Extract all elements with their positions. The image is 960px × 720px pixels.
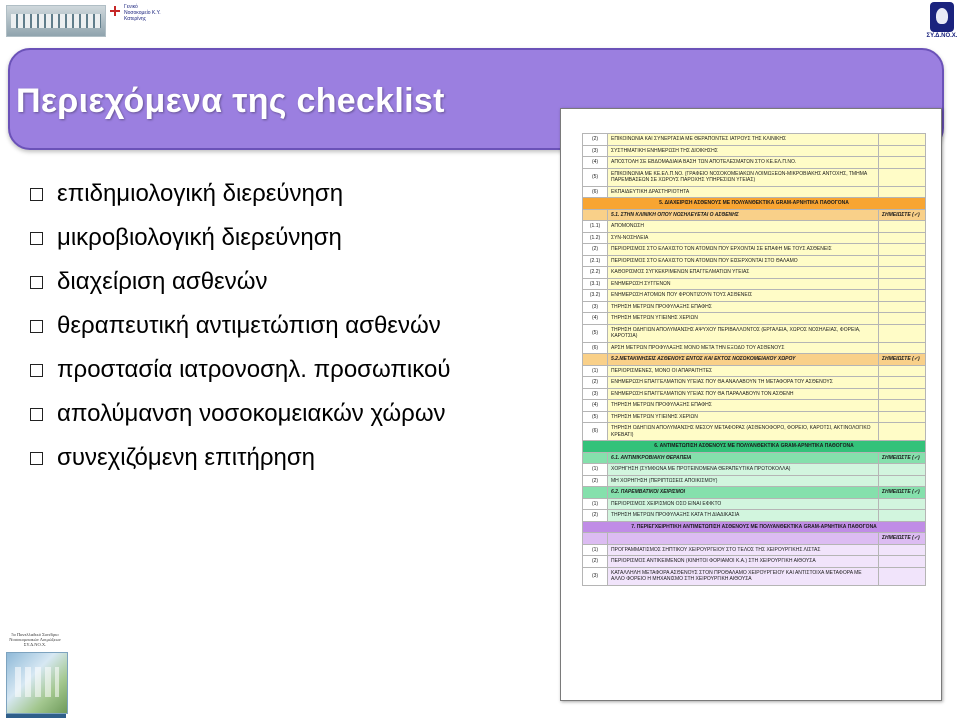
checklist-row-text: ΑΡΣΗ ΜΕΤΡΩΝ ΠΡΟΦΥΛΑΞΗΣ ΜΟΝΟ ΜΕΤΑ ΤΗΝ ΕΞΟΔΟ ΤΟΥ ΑΣΘΕΝΟΥΣ — [608, 342, 879, 354]
checklist-row-text: ΠΕΡΙΟΡΙΣΜΟΣ ΑΝΤΙΚΕΙΜΕΝΩΝ (ΚΙΝΗΤΟΙ ΦΟΡΙΑΜΟΙ Κ.Α.) ΣΤΗ ΧΕΙΡΟΥΡΓΙΚΗ ΑΙΘΟΥΣΑ — [608, 556, 879, 568]
checklist-row-text: ΠΕΡΙΟΡΙΣΜΕΝΕΣ, ΜΟΝΟ ΟΙ ΑΠΑΡΑΙΤΗΤΕΣ — [608, 365, 879, 377]
checklist-row-id: (3) — [583, 145, 608, 157]
checklist-check-cell — [879, 388, 926, 400]
checklist-row-text: ΠΡΟΓΡΑΜΜΑΤΙΣΜΟΣ ΣΗΠΤΙΚΟΥ ΧΕΙΡΟΥΡΓΕΙΟΥ ΣΤΟ ΤΕΛΟΣ ΤΗΣ ΧΕΙΡΟΥΡΓΙΚΗΣ ΛΙΣΤΑΣ — [608, 544, 879, 556]
checklist-check-cell — [879, 168, 926, 186]
bullet-item — [30, 172, 450, 216]
checklist-check-cell — [879, 411, 926, 423]
checklist-table — [582, 133, 926, 586]
checklist-row — [583, 475, 926, 487]
checklist-row — [583, 145, 926, 157]
checklist-row-text: 6.1. ΑΝΤΙΜΙΚΡΟΒΙΑΚΗ ΘΕΡΑΠΕΙΑ — [608, 452, 879, 464]
checklist-check-cell: ΣΗΜΕΙΩΣΤΕ (✓) — [879, 487, 926, 499]
checklist-row-id: (1) — [583, 544, 608, 556]
checklist-row-text: ΕΝΗΜΕΡΩΣΗ ΕΠΑΓΓΕΛΜΑΤΙΩΝ ΥΓΕΙΑΣ ΠΟΥ ΘΑ ΠΑΡΑΛΑΒΟΥΝ ΤΟΝ ΑΣΘΕΝΗ — [608, 388, 879, 400]
checklist-row-id: (1.2) — [583, 232, 608, 244]
bullet-text: θεραπευτική αντιμετώπιση ασθενών — [57, 312, 441, 339]
red-cross-icon — [110, 6, 120, 16]
checklist-row-id: (2.2) — [583, 267, 608, 279]
checklist-row-text: ΚΑΤΑΛΛΗΛΗ ΜΕΤΑΦΟΡΑ ΑΣΘΕΝΟΥΣ ΣΤΟΝ ΠΡΟΘΑΛΑΜΟ ΧΕΙΡΟΥΡΓΕΙΟΥ ΚΑΙ ΑΝΤΙΣΤΟΙΧΑ ΜΕΤΑΦΟΡΑ ΜΕ ΑΛΛΟ ΦΟΡΕΙΟ Η ΜΗΧΑΝΙΣΜΟ ΣΤΗ ΧΕΙΡΟΥΡΓΙΚΗ ΑΙΘΟΥΣΑ — [608, 567, 879, 585]
checklist-check-cell — [879, 567, 926, 585]
conference-collage-image — [6, 652, 68, 714]
checklist-row-text: ΤΗΡΗΣΗ ΟΔΗΓΙΩΝ ΑΠΟΛΥΜΑΝΣΗΣ ΜΕΣΟΥ ΜΕΤΑΦΟΡΑΣ (ΑΣΘΕΝΟΦΟΡΟ, ΦΟΡΕΙΟ, ΚΑΡΟΤΣΙ, ΑΚΤΙΝΟΛΟΓΙΚΟ ΚΡΕΒΑΤΙ) — [608, 423, 879, 441]
checklist-row — [583, 544, 926, 556]
sydnox-logo — [928, 2, 956, 44]
checklist-row-id: (3.2) — [583, 290, 608, 302]
checklist-row-id: (3) — [583, 301, 608, 313]
checklist-check-cell: ΣΗΜΕΙΩΣΤΕ (✓) — [879, 452, 926, 464]
checklist-check-cell: ΣΗΜΕΙΩΣΤΕ (✓) — [879, 209, 926, 221]
checklist-check-cell — [879, 186, 926, 198]
sydnox-logo-label: ΣΥ.Δ.ΝΟ.Χ. — [926, 33, 958, 39]
checklist-row — [583, 388, 926, 400]
checklist-row-text: ΑΠΟΜΟΝΩΣΗ — [608, 221, 879, 233]
checklist-row-id: (1.1) — [583, 221, 608, 233]
checklist-row-text: ΕΠΙΚΟΙΝΩΝΙΑ ΚΑΙ ΣΥΝΕΡΓΑΣΙΑ ΜΕ ΘΕΡΑΠΟΝΤΕΣ ΙΑΤΡΟΥΣ ΤΗΣ ΚΛΙΝΙΚΗΣ — [608, 134, 879, 146]
checklist-check-cell — [879, 134, 926, 146]
checklist-row — [583, 354, 926, 366]
sydnox-emblem-icon — [930, 2, 954, 32]
checklist-check-cell — [879, 313, 926, 325]
checklist-section-title: 7. ΠΕΡΙΕΓΧΕΙΡΗΤΙΚΗ ΑΝΤΙΜΕΤΩΠΙΣΗ ΑΣΘΕΝΟΥΣ ΜΕ ΠΟΛΥΑΝΘΕΚΤΙΚΑ GRAM-ΑΡΝΗΤΙΚΑ ΠΑΘΟΓΟΝΑ — [583, 521, 926, 533]
checklist-row-id: (3.1) — [583, 278, 608, 290]
checklist-row-id: (2) — [583, 134, 608, 146]
checklist-row — [583, 487, 926, 499]
checklist-check-cell — [879, 221, 926, 233]
checklist-row-text: 5.1. ΣΤΗΝ ΚΛΙΝΙΚΗ ΟΠΟΥ ΝΟΣΗΛΕΥΕΤΑΙ Ο ΑΣΘΕΝΗΣ — [608, 209, 879, 221]
checklist-row-text: ΤΗΡΗΣΗ ΟΔΗΓΙΩΝ ΑΠΟΛΥΜΑΝΣΗΣ ΑΨΥΧΟΥ ΠΕΡΙΒΑΛΛΟΝΤΟΣ (ΕΡΓΑΛΕΙΑ, ΧΩΡΟΣ ΝΟΣΗΛΕΙΑΣ, ΦΟΡΕΙΑ, ΚΑΡΟΤΣΙΑ) — [608, 324, 879, 342]
checklist-row — [583, 186, 926, 198]
checklist-row-id: (3) — [583, 567, 608, 585]
checklist-row — [583, 452, 926, 464]
bullet-text: απολύμανση νοσοκομειακών χώρων — [57, 400, 446, 427]
checklist-check-cell — [879, 267, 926, 279]
checklist-row-text: ΤΗΡΗΣΗ ΜΕΤΡΩΝ ΥΓΙΕΙΝΗΣ ΧΕΡΙΩΝ — [608, 411, 879, 423]
checklist-row — [583, 157, 926, 169]
bullet-text: προστασία ιατρονοσηλ. προσωπικού — [57, 356, 451, 383]
checklist-row-id — [583, 354, 608, 366]
checklist-row-id — [583, 452, 608, 464]
checklist-check-cell — [879, 301, 926, 313]
checklist-row — [583, 400, 926, 412]
checkbox-bullet-icon — [30, 320, 43, 333]
checklist-check-cell — [879, 232, 926, 244]
hospital-building-image — [6, 5, 106, 37]
checklist-row — [583, 168, 926, 186]
checklist-row-id — [583, 487, 608, 499]
checklist-row-text: ΤΗΡΗΣΗ ΜΕΤΡΩΝ ΠΡΟΦΥΛΑΞΗΣ ΚΑΤΑ ΤΗ ΔΙΑΔΙΚΑΣΙΑ — [608, 510, 879, 522]
checklist-row-text: ΕΝΗΜΕΡΩΣΗ ΣΥΓΓΕΝΩΝ — [608, 278, 879, 290]
bullet-item — [30, 348, 450, 392]
checklist-row — [583, 278, 926, 290]
checkbox-bullet-icon — [30, 364, 43, 377]
checklist-row-text: ΧΟΡΗΓΗΣΗ (ΣΥΜΦΩΝΑ ΜΕ ΠΡΟΤΕΙΝΟΜΕΝΑ ΘΕΡΑΠΕΥΤΙΚΑ ΠΡΩΤΟΚΟΛΛΑ) — [608, 464, 879, 476]
checklist-row-text: ΠΕΡΙΟΡΙΣΜΟΣ ΣΤΟ ΕΛΑΧΙΣΤΟ ΤΩΝ ΑΤΟΜΩΝ ΠΟΥ ΕΡΧΟΝΤΑΙ ΣΕ ΕΠΑΦΗ ΜΕ ΤΟΥΣ ΑΣΘΕΝΕΙΣ — [608, 244, 879, 256]
checklist-row-id — [583, 209, 608, 221]
checklist-row-id: (1) — [583, 498, 608, 510]
checklist-row-text: ΕΝΗΜΕΡΩΣΗ ΕΠΑΓΓΕΛΜΑΤΙΩΝ ΥΓΕΙΑΣ ΠΟΥ ΘΑ ΑΝΑΛΑΒΟΥΝ ΤΗ ΜΕΤΑΦΟΡΑ ΤΟΥ ΑΣΘΕΝΟΥΣ — [608, 377, 879, 389]
checklist-check-cell — [879, 544, 926, 556]
checklist-row — [583, 464, 926, 476]
conference-logo-bar — [6, 714, 66, 718]
bullet-item — [30, 216, 450, 260]
checklist-section-title: 6. ΑΝΤΙΜΕΤΩΠΙΣΗ ΑΣΘΕΝΟΥΣ ΜΕ ΠΟΛΥΑΝΘΕΚΤΙΚΑ GRAM-ΑΡΝΗΤΙΚΑ ΠΑΘΟΓΟΝΑ — [583, 441, 926, 453]
checklist-row-text: ΣΥΝ-ΝΟΣΗΛΕΙΑ — [608, 232, 879, 244]
checklist-row-text: ΜΗ ΧΟΡΗΓΗΣΗ (ΠΕΡΙΠΤΩΣΕΙΣ ΑΠΟΙΚΙΣΜΟΥ) — [608, 475, 879, 487]
hospital-logo-text: Γενικό Νοσοκομείο Κ.Υ. Κατερίνης — [124, 4, 161, 22]
checklist-row — [583, 301, 926, 313]
checklist-check-cell: ΣΗΜΕΙΩΣΤΕ (✓) — [879, 533, 926, 545]
checklist-row — [583, 411, 926, 423]
checklist-check-cell — [879, 145, 926, 157]
checklist-row — [583, 198, 926, 210]
bullet-text: μικροβιολογική διερεύνηση — [57, 224, 342, 251]
checklist-row-id: (6) — [583, 342, 608, 354]
checklist-row-text: ΠΕΡΙΟΡΙΣΜΟΣ ΧΕΙΡΙΣΜΩΝ ΟΣΟ ΕΙΝΑΙ ΕΦΙΚΤΟ — [608, 498, 879, 510]
checklist-row-text: ΣΥΣΤΗΜΑΤΙΚΗ ΕΝΗΜΕΡΩΣΗ ΤΗΣ ΔΙΟΙΚΗΣΗΣ — [608, 145, 879, 157]
checklist-row — [583, 244, 926, 256]
checklist-check-cell — [879, 255, 926, 267]
checklist-row-id: (5) — [583, 168, 608, 186]
conference-logo-text: 5ο Πανελλαδικό Συνέδριο Νοσοκομειακών Λοιμώξεων ΣΥ.Δ.ΝΟ.Χ. — [9, 632, 61, 647]
checklist-row-id: (2) — [583, 244, 608, 256]
checklist-row-text: ΕΝΗΜΕΡΩΣΗ ΑΤΟΜΩΝ ΠΟΥ ΦΡΟΝΤΙΖΟΥΝ ΤΟΥΣ ΑΣΘΕΝΕΙΣ — [608, 290, 879, 302]
checklist-check-cell: ΣΗΜΕΙΩΣΤΕ (✓) — [879, 354, 926, 366]
checklist-row-id: (6) — [583, 186, 608, 198]
checklist-row-id: (2) — [583, 377, 608, 389]
checklist-document — [560, 108, 942, 701]
checklist-row — [583, 441, 926, 453]
checklist-check-cell — [879, 244, 926, 256]
checklist-row — [583, 521, 926, 533]
checklist-check-cell — [879, 423, 926, 441]
checklist-row-text: 6.2. ΠΑΡΕΜΒΑΤΙΚΟΙ ΧΕΙΡΙΣΜΟΙ — [608, 487, 879, 499]
checklist-row-id: (3) — [583, 388, 608, 400]
checkbox-bullet-icon — [30, 188, 43, 201]
bullet-item — [30, 436, 450, 480]
checklist-check-cell — [879, 324, 926, 342]
checklist-row-id: (2) — [583, 510, 608, 522]
checklist-check-cell — [879, 365, 926, 377]
checklist-check-cell — [879, 475, 926, 487]
checklist-row — [583, 533, 926, 545]
checklist-row-id: (5) — [583, 411, 608, 423]
checkbox-bullet-icon — [30, 408, 43, 421]
checklist-row — [583, 134, 926, 146]
checklist-check-cell — [879, 400, 926, 412]
checkbox-bullet-icon — [30, 276, 43, 289]
checklist-row — [583, 313, 926, 325]
checklist-row — [583, 423, 926, 441]
bullet-item — [30, 260, 450, 304]
checklist-row — [583, 498, 926, 510]
checklist-check-cell — [879, 510, 926, 522]
bullet-text: επιδημιολογική διερεύνηση — [57, 180, 344, 207]
checklist-row — [583, 365, 926, 377]
checklist-row-text — [608, 533, 879, 545]
bullet-text: συνεχιζόμενη επιτήρηση — [57, 444, 316, 471]
checklist-row-id: (5) — [583, 324, 608, 342]
checklist-check-cell — [879, 377, 926, 389]
checklist-check-cell — [879, 556, 926, 568]
checklist-row — [583, 255, 926, 267]
checklist-row-id: (4) — [583, 400, 608, 412]
checklist-row — [583, 221, 926, 233]
checklist-row — [583, 377, 926, 389]
checkbox-bullet-icon — [30, 452, 43, 465]
hospital-logo — [6, 2, 166, 40]
checklist-row-id: (2) — [583, 475, 608, 487]
checklist-row-id: (4) — [583, 313, 608, 325]
checklist-check-cell — [879, 290, 926, 302]
checklist-row — [583, 232, 926, 244]
checklist-row-id: (6) — [583, 423, 608, 441]
checklist-row-id: (1) — [583, 365, 608, 377]
checklist-check-cell — [879, 498, 926, 510]
checklist-row — [583, 324, 926, 342]
checklist-row-text: ΠΕΡΙΟΡΙΣΜΟΣ ΣΤΟ ΕΛΑΧΙΣΤΟ ΤΩΝ ΑΤΟΜΩΝ ΠΟΥ ΕΙΣΕΡΧΟΝΤΑΙ ΣΤΟ ΘΑΛΑΜΟ — [608, 255, 879, 267]
checklist-check-cell — [879, 157, 926, 169]
checklist-row — [583, 342, 926, 354]
bullet-item — [30, 392, 450, 436]
checklist-check-cell — [879, 278, 926, 290]
bullet-text: διαχείριση ασθενών — [57, 268, 268, 295]
conference-logo — [0, 632, 72, 720]
checklist-row-text: ΕΠΙΚΟΙΝΩΝΙΑ ΜΕ ΚΕ.ΕΛ.Π.ΝΟ. (ΓΡΑΦΕΙΟ ΝΟΣΟΚΟΜΕΙΑΚΩΝ ΛΟΙΜΩΞΕΩΝ-ΜΙΚΡΟΒΙΑΚΗΣ ΑΝΤΟΧΗΣ, ΤΜΗΜΑ ΠΑΡΕΜΒΑΣΕΩΝ ΣΕ ΧΩΡΟΥΣ ΠΑΡΟΧΗΣ ΥΠΗΡΕΣΙΩΝ ΥΓΕΙΑΣ) — [608, 168, 879, 186]
checklist-row-text: ΤΗΡΗΣΗ ΜΕΤΡΩΝ ΠΡΟΦΥΛΑΞΗΣ ΕΠΑΦΗΣ — [608, 301, 879, 313]
checklist-check-cell — [879, 464, 926, 476]
checklist-row — [583, 556, 926, 568]
checkbox-bullet-icon — [30, 232, 43, 245]
checklist-row-id: (2) — [583, 556, 608, 568]
checklist-row-text: ΤΗΡΗΣΗ ΜΕΤΡΩΝ ΠΡΟΦΥΛΑΞΗΣ ΕΠΑΦΗΣ — [608, 400, 879, 412]
bullet-item — [30, 304, 450, 348]
checklist-row-id: (2.1) — [583, 255, 608, 267]
checklist-row-text: ΤΗΡΗΣΗ ΜΕΤΡΩΝ ΥΓΙΕΙΝΗΣ ΧΕΡΙΩΝ — [608, 313, 879, 325]
checklist-row-id: (4) — [583, 157, 608, 169]
checklist-row — [583, 567, 926, 585]
contents-bullet-list — [30, 172, 450, 480]
checklist-row — [583, 290, 926, 302]
slide-title: Περιεχόμενα της checklist — [16, 82, 445, 120]
checklist-row-id — [583, 533, 608, 545]
checklist-row — [583, 209, 926, 221]
checklist-row-id: (1) — [583, 464, 608, 476]
checklist-check-cell — [879, 342, 926, 354]
checklist-row-text: 5.2.ΜΕΤΑΚΙΝΗΣΕΙΣ ΑΣΘΕΝΟΥΣ ΕΝΤΟΣ ΚΑΙ ΕΚΤΟΣ ΝΟΣΟΚΟΜΕΙΑΚΟΥ ΧΩΡΟΥ — [608, 354, 879, 366]
checklist-row — [583, 267, 926, 279]
checklist-row-text: ΕΚΠΑΙΔΕΥΤΙΚΗ ΔΡΑΣΤΗΡΙΟΤΗΤΑ — [608, 186, 879, 198]
checklist-row-text: ΑΠΟΣΤΟΛΗ ΣΕ ΕΒΔΟΜΑΔΙΑΙΑ ΒΑΣΗ ΤΩΝ ΑΠΟΤΕΛΕΣΜΑΤΩΝ ΣΤΟ ΚΕ.ΕΛ.Π.ΝΟ. — [608, 157, 879, 169]
checklist-row — [583, 510, 926, 522]
checklist-section-title: 5. ΔΙΑΧΕΙΡΙΣΗ ΑΣΘΕΝΟΥΣ ΜΕ ΠΟΛΥΑΝΘΕΚΤΙΚΑ GRAM-ΑΡΝΗΤΙΚΑ ΠΑΘΟΓΟΝΑ — [583, 198, 926, 210]
checklist-row-text: ΚΑΘΟΡΙΣΜΟΣ ΣΥΓΚΕΚΡΙΜΕΝΩΝ ΕΠΑΓΓΕΛΜΑΤΙΩΝ ΥΓΕΙΑΣ — [608, 267, 879, 279]
